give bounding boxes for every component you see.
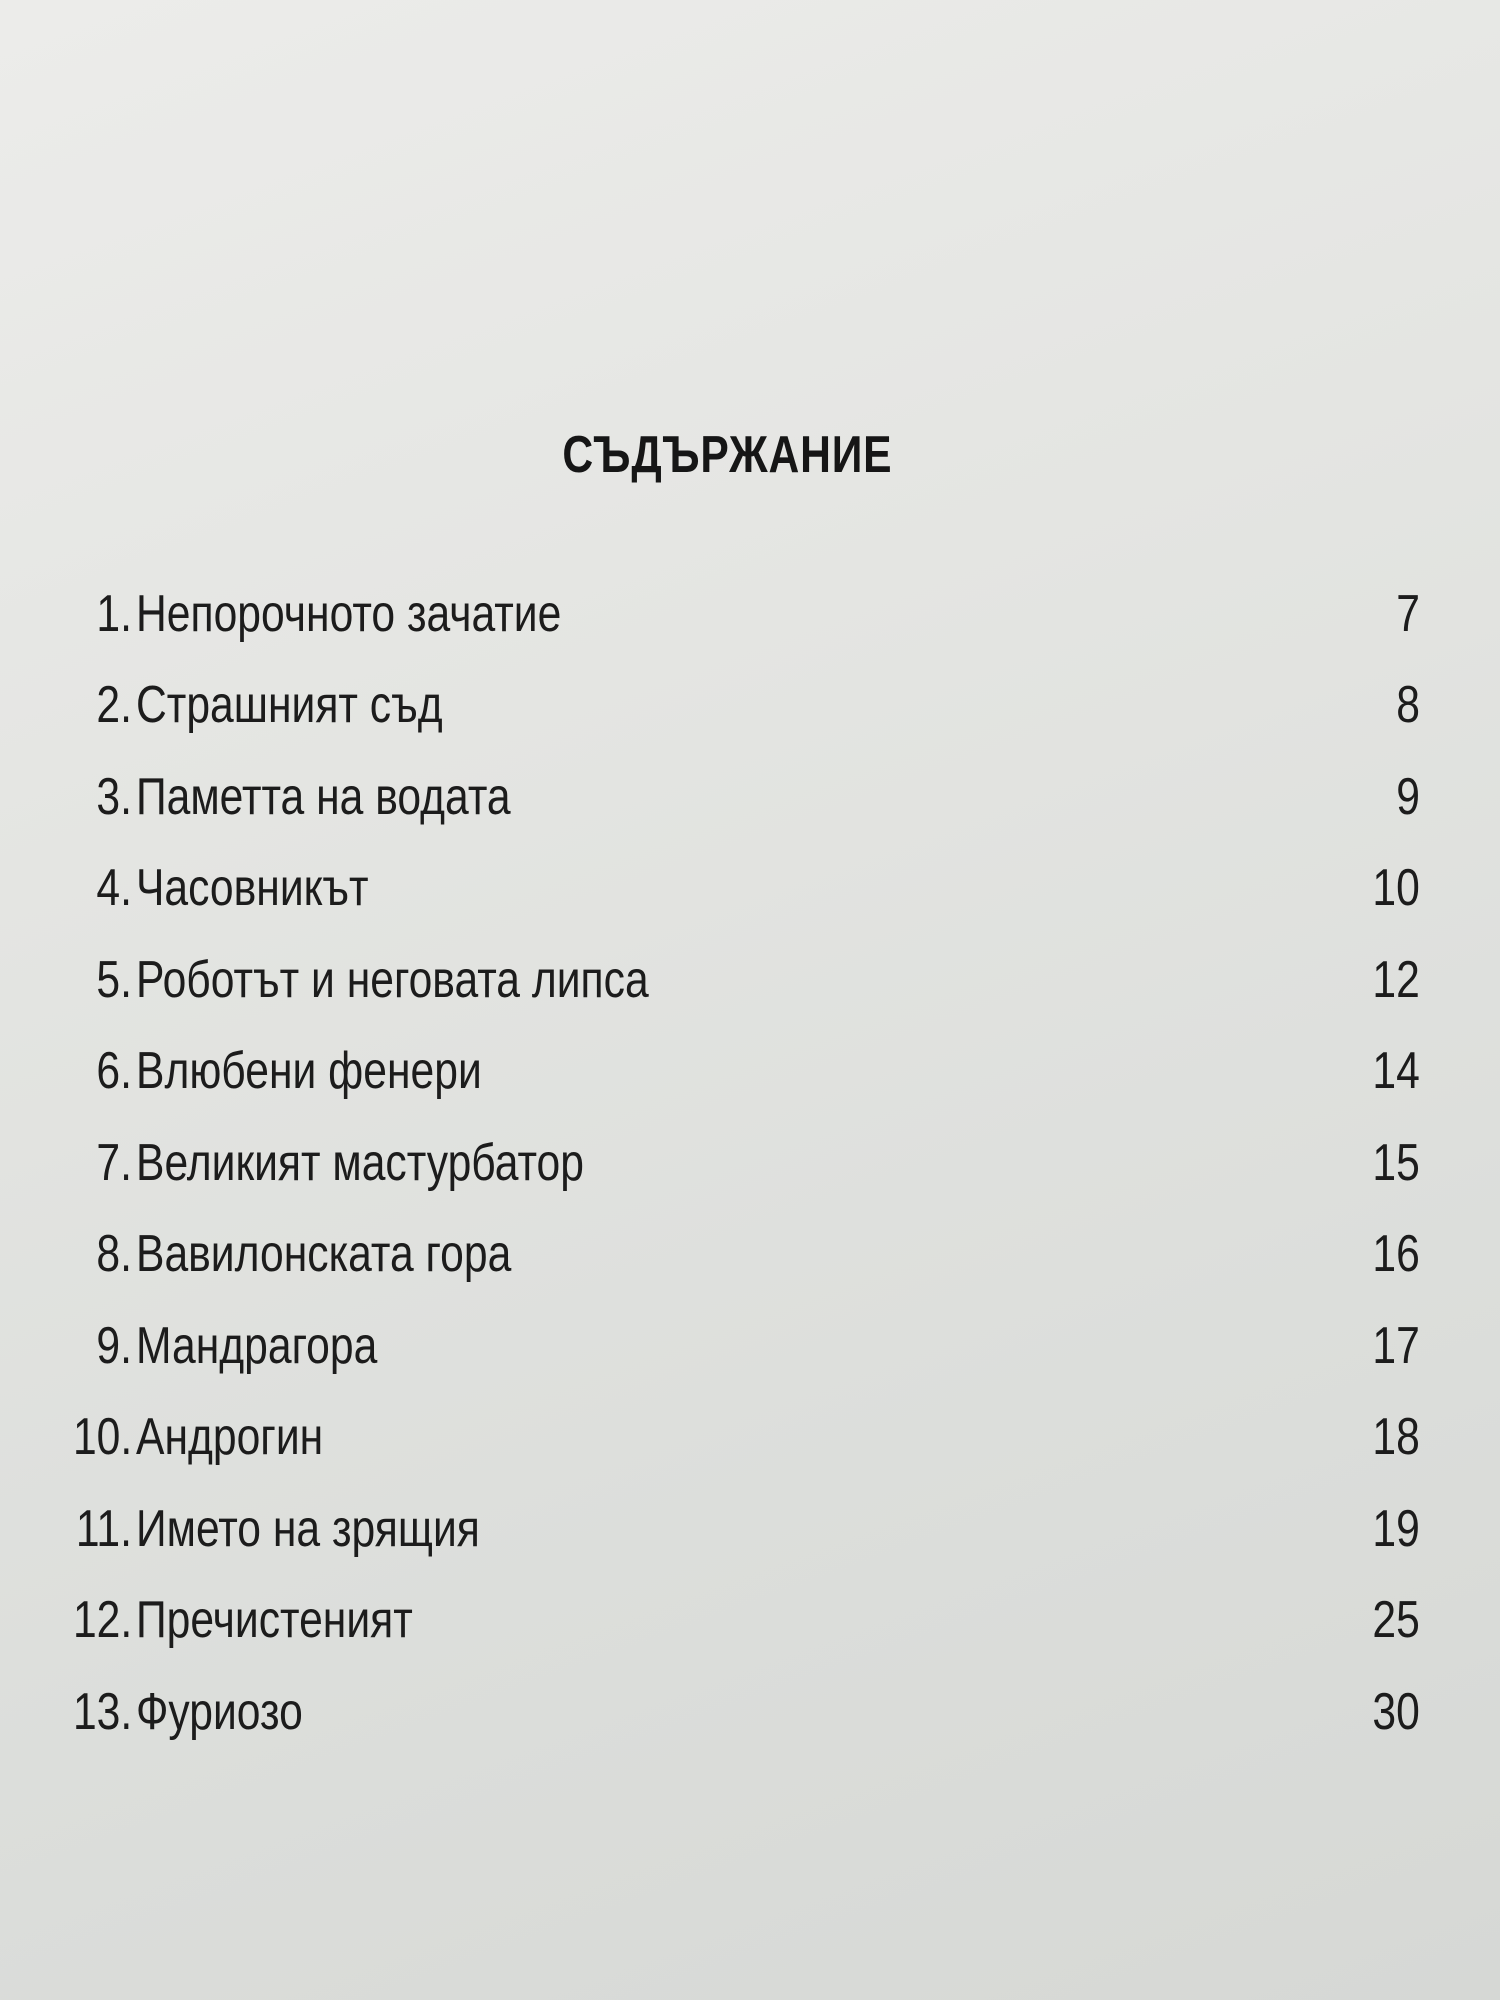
toc-entry-page: 8	[1396, 676, 1420, 735]
toc-entry	[60, 660, 1420, 752]
toc-entry-page: 17	[1372, 1316, 1420, 1375]
toc-entry	[60, 934, 1420, 1026]
toc-entry-page: 30	[1372, 1682, 1420, 1741]
page-title: СЪДЪРЖАНИЕ	[562, 425, 893, 484]
toc-entry	[60, 843, 1420, 935]
toc-entry-title: Мандрагора	[136, 1316, 378, 1375]
toc-entry-number: 7.	[96, 1133, 132, 1192]
toc-entry-title: Името на зрящия	[136, 1499, 480, 1558]
toc-entry-title: Фуриозо	[136, 1682, 303, 1741]
toc-entry	[60, 1026, 1420, 1118]
toc-entry-page: 19	[1372, 1499, 1420, 1558]
toc-entry-title: Вавилонската гора	[136, 1225, 512, 1284]
table-of-contents	[60, 568, 1420, 1758]
toc-entry-number: 3.	[96, 767, 132, 826]
toc-entry-title: Часовникът	[136, 859, 369, 918]
toc-entry-number: 8.	[96, 1225, 132, 1284]
toc-entry	[60, 1392, 1420, 1484]
toc-entry	[60, 1117, 1420, 1209]
toc-entry-number: 11.	[75, 1499, 132, 1558]
toc-entry-page: 10	[1372, 859, 1420, 918]
toc-entry-number: 1.	[96, 584, 132, 643]
toc-entry	[60, 1483, 1420, 1575]
toc-entry-title: Андрогин	[136, 1408, 324, 1467]
toc-entry-page: 7	[1396, 584, 1420, 643]
toc-entry-number: 13.	[72, 1682, 133, 1741]
toc-entry-number: 5.	[96, 950, 132, 1009]
toc-entry-page: 15	[1372, 1133, 1420, 1192]
toc-entry-number: 10.	[72, 1408, 133, 1467]
toc-entry	[60, 1666, 1420, 1758]
toc-entry-page: 12	[1372, 950, 1420, 1009]
toc-entry-title: Паметта на водата	[136, 767, 511, 826]
toc-entry-title: Пречистеният	[136, 1591, 413, 1650]
toc-entry-page: 18	[1372, 1408, 1420, 1467]
toc-entry-title: Влюбени фенери	[136, 1042, 482, 1101]
toc-entry-page: 9	[1396, 767, 1420, 826]
toc-entry	[60, 1300, 1420, 1392]
toc-entry	[60, 751, 1420, 843]
toc-entry-title: Страшният съд	[136, 676, 443, 735]
toc-entry	[60, 1575, 1420, 1667]
toc-entry-page: 25	[1372, 1591, 1420, 1650]
toc-entry-number: 12.	[72, 1591, 133, 1650]
toc-entry-title: Великият мастурбатор	[136, 1133, 585, 1192]
toc-entry-page: 14	[1372, 1042, 1420, 1101]
toc-entry	[60, 1209, 1420, 1301]
toc-entry-number: 4.	[96, 859, 132, 918]
toc-entry-title: Непорочното зачатие	[136, 584, 562, 643]
toc-entry-title: Роботът и неговата липса	[136, 950, 649, 1009]
toc-entry-number: 2.	[96, 676, 132, 735]
toc-entry	[60, 568, 1420, 660]
toc-entry-page: 16	[1372, 1225, 1420, 1284]
toc-entry-number: 9.	[96, 1316, 132, 1375]
toc-entry-number: 6.	[96, 1042, 132, 1101]
